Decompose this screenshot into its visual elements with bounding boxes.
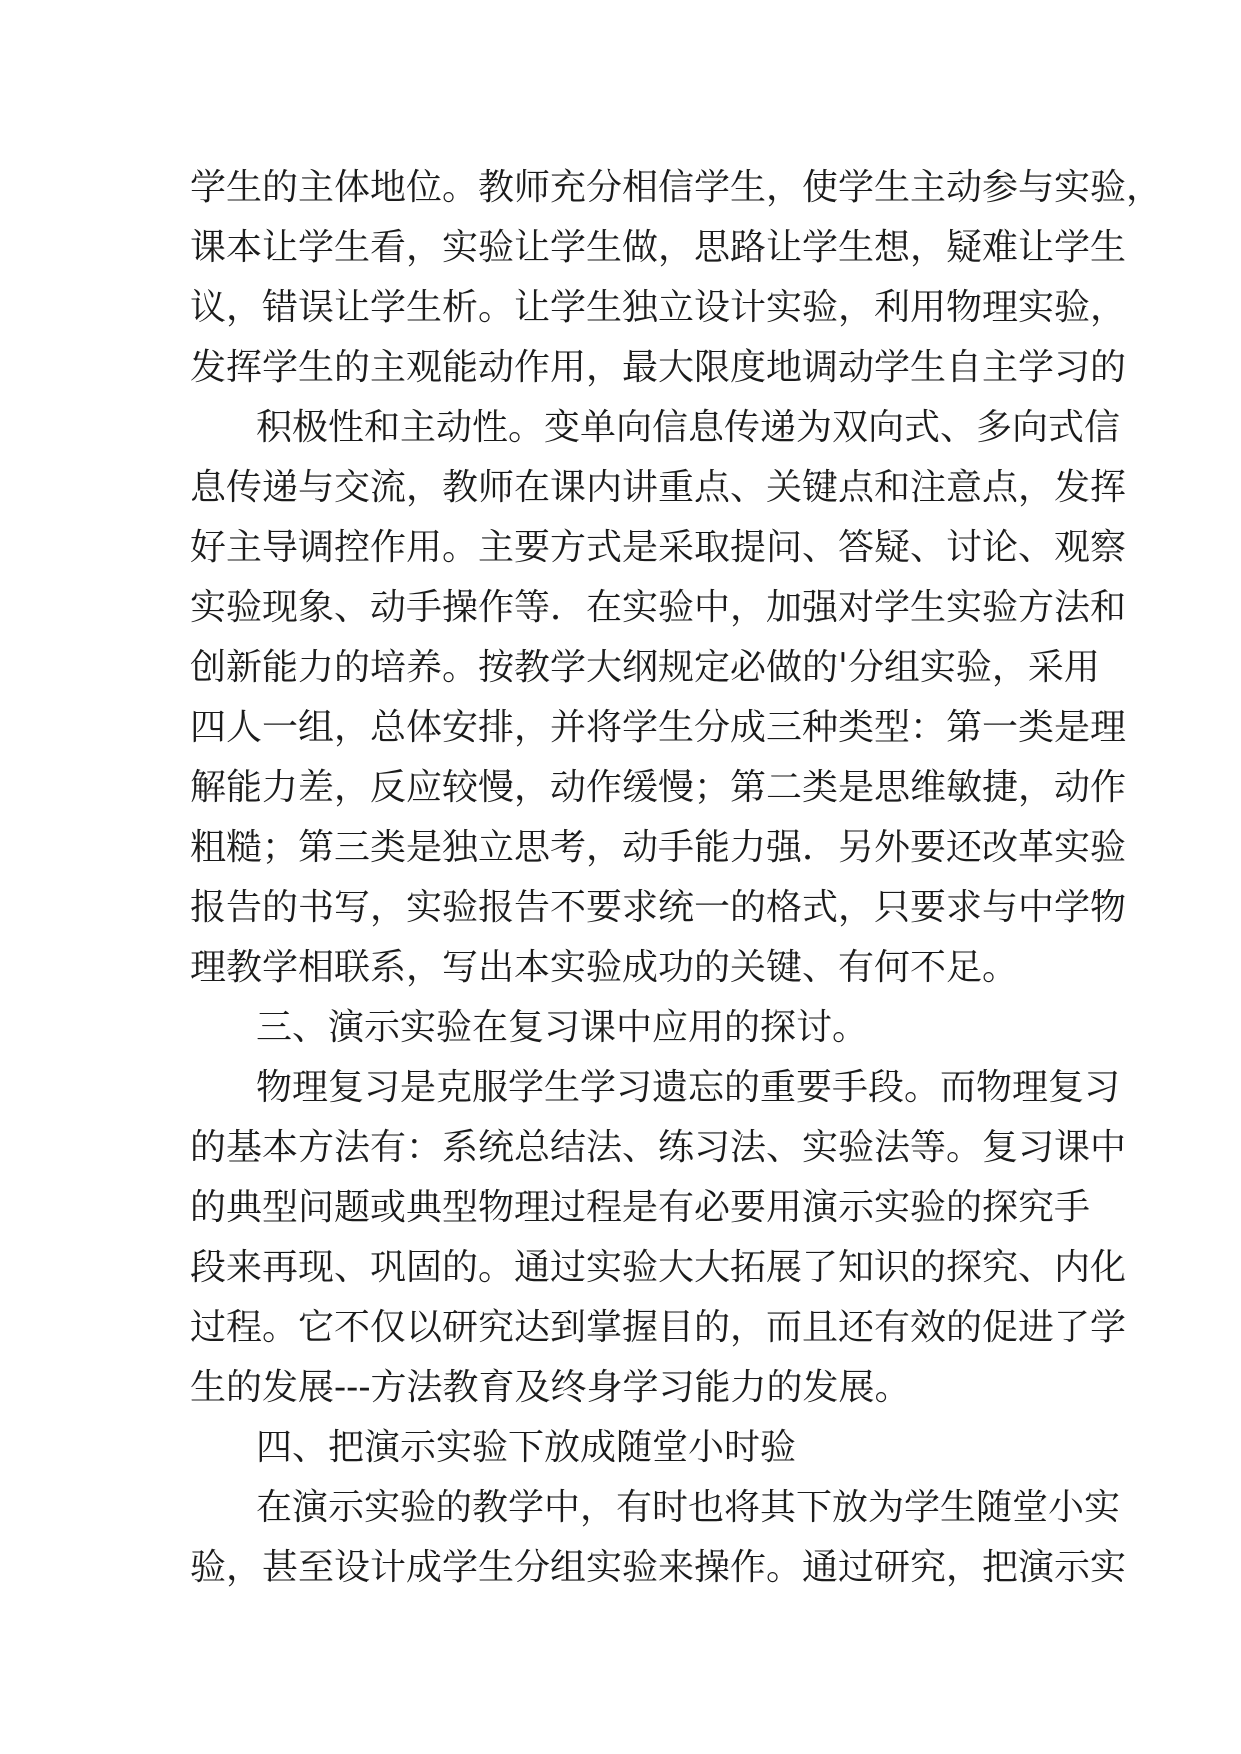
text-line: 实验现象、动手操作等．在实验中，加强对学生实验方法和 <box>190 587 1127 628</box>
text-line: 息传递与交流，教师在课内讲重点、关键点和注意点，发挥 <box>190 467 1127 508</box>
text-line: 创新能力的培养。按教学大纲规定必做的'分组实验，采用 <box>190 647 1100 688</box>
text-line: 的典型问题或典型物理过程是有必要用演示实验的探究手 <box>190 1187 1091 1228</box>
section-heading: 四、把演示实验下放成随堂小时验 <box>256 1427 797 1468</box>
text-line: 报告的书写，实验报告不要求统一的格式，只要求与中学物 <box>190 887 1127 928</box>
text-line: 理教学相联系，写出本实验成功的关键、有何不足。 <box>190 947 1019 988</box>
text-line: 的基本方法有：系统总结法、练习法、实验法等。复习课中 <box>190 1127 1127 1168</box>
paragraph-first-line: 积极性和主动性。变单向信息传递为双向式、多向式信 <box>256 407 1121 448</box>
text-line: 粗糙；第三类是独立思考，动手能力强．另外要还改革实验 <box>190 827 1127 868</box>
text-line: 验，甚至设计成学生分组实验来操作。通过研究，把演示实 <box>190 1547 1127 1588</box>
text-line: 段来再现、巩固的。通过实验大大拓展了知识的探究、内化 <box>190 1247 1127 1288</box>
text-line: 发挥学生的主观能动作用，最大限度地调动学生自主学习的 <box>190 347 1127 388</box>
text-line: 课本让学生看，实验让学生做，思路让学生想，疑难让学生 <box>190 227 1127 268</box>
text-line: 好主导调控作用。主要方式是采取提问、答疑、讨论、观察 <box>190 527 1127 568</box>
paragraph-first-line: 物理复习是克服学生学习遗忘的重要手段。而物理复习 <box>256 1067 1121 1108</box>
text-line: 过程。它不仅以研究达到掌握目的，而且还有效的促进了学 <box>190 1307 1127 1348</box>
text-line: 解能力差，反应较慢，动作缓慢；第二类是思维敏捷，动作 <box>190 767 1127 808</box>
text-line: 四人一组，总体安排，并将学生分成三种类型：第一类是理 <box>190 707 1127 748</box>
text-line: 学生的主体地位。教师充分相信学生，使学生主动参与实验， <box>190 167 1163 208</box>
section-heading: 三、演示实验在复习课中应用的探讨。 <box>256 1007 869 1048</box>
text-line: 生的发展---方法教育及终身学习能力的发展。 <box>190 1367 911 1408</box>
paragraph-first-line: 在演示实验的教学中，有时也将其下放为学生随堂小实 <box>256 1487 1121 1528</box>
text-line: 议，错误让学生析。让学生独立设计实验，利用物理实验， <box>190 287 1127 328</box>
